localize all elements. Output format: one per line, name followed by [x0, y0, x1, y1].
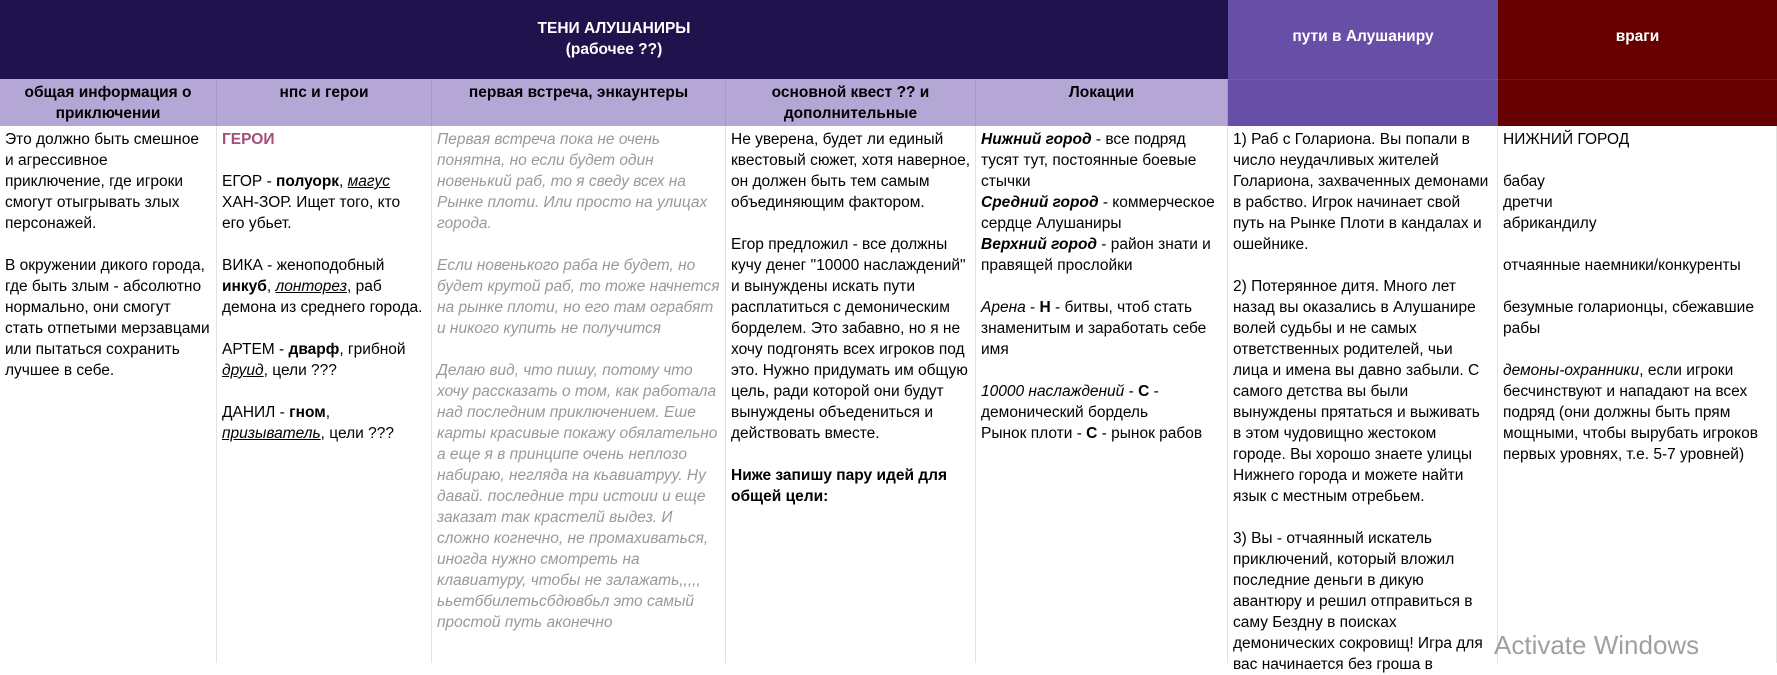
cell-npc-heroes[interactable] [217, 126, 432, 663]
text-run: Верхний город [981, 236, 1097, 253]
cell-paragraph [1503, 255, 1771, 276]
cell-locations[interactable] [976, 126, 1228, 663]
paths-header [1228, 0, 1498, 126]
text-run: Делаю вид, что пишу, потому что хочу рассказать о том, как работала над последним приключением. Еше карты красивые покажу обялательно а еще я в принципе очень неплозо набираю, негляда на кьавиатруу. Ну давай. последние три истоии и еще заказат так крастелй выдез. И сложно когнечно, не промахиваться, иногда нужно смотреть на клавиатуру, чтобы не залажать,,,,, ььетббилетьсбдювбьл это самый простой путь аконечно [437, 362, 718, 631]
cell-paragraph [1233, 507, 1492, 528]
text-run: С [1086, 425, 1098, 442]
cell-enemies[interactable] [1498, 126, 1777, 663]
cell-paragraph [222, 171, 426, 234]
subheader-first-encounter[interactable]: первая встреча, энкаунтеры [432, 79, 726, 126]
cell-paragraph [437, 234, 720, 255]
text-run: лонторез [275, 278, 347, 295]
text-run: Егор предложил - все должны кучу денег "10000 наслаждений" и вынуждены искать пути расплатиться с демоническим борделем. Это забавно, но я не хочу подгонять всех игроков под это. Нужно придумать им общую цель, ради которой они будут вынуждены объедениться и действовать вместе. [731, 236, 968, 442]
cell-paragraph [981, 192, 1222, 234]
text-run: - демонический бордель [981, 383, 1159, 421]
text-run: Это должно быть смешное и агрессивное приключение, где игроки смогут отыгрывать злых персонажей. [5, 131, 199, 232]
text-run: Если новенького раба не будет, но будет крутой раб, то тоже начнется на рынке плоти, но его там ограбят и никого купить не получится [437, 257, 720, 337]
text-run: дретчи [1503, 194, 1553, 211]
text-run: 2) Потерянное дитя. Много лет назад вы оказались в Алушанире волей судьбы и не самых ответственных родителей, чьи лица и имена вы давно забыли. С самого детства вы были вынуждены прятаться и выживать в этом чудовищно жестоком городе. Вы хорошо знаете улицы Нижнего города и можете найти язык с местным отребьем. [1233, 278, 1480, 505]
text-run: инкуб [222, 278, 267, 295]
cell-paragraph [222, 255, 426, 318]
cell-paragraph [1503, 339, 1771, 360]
cell-paragraph [1233, 528, 1492, 675]
text-run: , если игроки бесчинствуют и нападают на всех подряд (они должны быть прям мощными, чтобы вырубать игроков первых уровнях, т.е. 5-7 уровней) [1503, 362, 1758, 463]
text-run: демоны-охранники [1503, 362, 1640, 379]
text-run: С [1138, 383, 1150, 400]
cell-paragraph [1503, 171, 1771, 192]
cell-paragraph [1503, 129, 1771, 150]
title-header [0, 0, 1228, 79]
text-run: Ниже запишу пару идей для общей цели: [731, 467, 948, 505]
cell-paragraph [981, 276, 1222, 297]
text-run: ДАНИЛ - [222, 404, 290, 421]
subheader-main-quest[interactable]: основной квест ?? и дополнительные [726, 79, 976, 126]
cell-paragraph [981, 381, 1222, 423]
text-run: Первая встреча пока не очень понятна, но если будет один новенький раб, то я сведу всех на Рынке плоти. Или просто на улицах города. [437, 131, 708, 232]
sheet-title: ТЕНИ АЛУШАНИРЫ [537, 20, 691, 37]
text-run: , грибной [339, 341, 406, 358]
sheet-subtitle: (рабочее ??) [565, 41, 663, 58]
cell-paragraph [1503, 360, 1771, 465]
text-run: друид [222, 362, 264, 379]
text-run: - [1124, 383, 1139, 400]
cell-paragraph [437, 339, 720, 360]
cell-paragraph [437, 129, 720, 234]
cell-paragraph [222, 402, 426, 444]
header-divider [1228, 79, 1777, 80]
text-run: - рынок рабов [1097, 425, 1203, 442]
text-run: , [325, 404, 330, 421]
cell-paragraph [731, 129, 970, 213]
cell-paragraph [1233, 276, 1492, 507]
text-run: ЕГОР - [222, 173, 277, 190]
text-run: Рынок плоти - [981, 425, 1087, 442]
cell-paragraph [222, 234, 426, 255]
cell-main-quest[interactable] [726, 126, 976, 663]
text-run: 1) Раб с Голариона. Вы попали в число неудачливых жителей Голариона, захваченных демонами в рабство. Игрок начинает свой путь на Рынке Плоти в кандалах и ошейнике. [1233, 131, 1489, 253]
text-run: Нижний город [981, 131, 1092, 148]
text-run: - [1025, 299, 1040, 316]
cell-paragraph [5, 129, 211, 234]
cell-paragraph [222, 129, 426, 150]
cell-paragraph [1503, 213, 1771, 234]
cell-paragraph [731, 444, 970, 465]
text-run: гном [289, 404, 326, 421]
text-run: Н [1039, 299, 1051, 316]
cell-paragraph [981, 423, 1222, 444]
text-run: Не уверена, будет ли единый квестовый сюжет, хотя наверное, он должен быть тем самым объединяющим фактором. [731, 131, 971, 211]
cell-paragraph [437, 360, 720, 633]
text-run: В окружении дикого города, где быть злым - абсолютно нормально, они смогут стать отпетыми мерзавцами или пытаться сохранить лучшее в себе. [5, 257, 210, 379]
text-run: , цели ??? [263, 362, 337, 379]
enemies-header-label: враги [1615, 28, 1660, 45]
text-run: - район знати и правящей прослойки [981, 236, 1211, 274]
cell-first-encounter[interactable] [432, 126, 726, 663]
paths-header-label: пути в Алушаниру [1292, 28, 1434, 45]
cell-paragraph [731, 213, 970, 234]
activate-windows-watermark: Activate Windows [1494, 630, 1700, 660]
cell-paragraph [1503, 297, 1771, 339]
text-run: безумные голарионцы, сбежавшие рабы [1503, 299, 1754, 337]
cell-paragraph [981, 360, 1222, 381]
subheader-general-info[interactable]: общая информация о приключении [0, 79, 217, 126]
subheader-locations[interactable]: Локации [976, 79, 1228, 126]
text-run: , цели ??? [320, 425, 394, 442]
cell-paragraph [981, 129, 1222, 192]
text-run: 3) Вы - отчаянный искатель приключений, который вложил последние деньги в дикую авантюру и решил отправиться в саму Бездну в поисках демонических сокровищ! Игра для вас начинается без гроша в [1233, 530, 1483, 673]
text-run: - все подряд тусят тут, постоянные боевые стычки [981, 131, 1197, 190]
text-run: , [266, 278, 276, 295]
text-run: АРТЕМ - [222, 341, 289, 358]
cell-paragraph [1503, 234, 1771, 255]
text-run: магус [347, 173, 391, 190]
text-run: Арена [981, 299, 1026, 316]
cell-paragraph [222, 318, 426, 339]
text-run: призыватель [222, 425, 321, 442]
text-run: бабау [1503, 173, 1545, 190]
cell-paragraph [5, 255, 211, 381]
subheader-npc-heroes[interactable]: нпс и герои [217, 79, 432, 126]
text-run: ВИКА - женоподобный [222, 257, 385, 274]
text-run: НИЖНИЙ ГОРОД [1503, 131, 1630, 148]
cell-paragraph [731, 234, 970, 444]
cell-paragraph [5, 234, 211, 255]
text-run: ГЕРОИ [222, 131, 275, 148]
text-run: ХАН-ЗОР. Ищет того, кто его убьет. [222, 194, 401, 232]
cell-general-info[interactable] [0, 126, 217, 663]
cell-paths[interactable] [1228, 126, 1498, 673]
cell-paragraph [1233, 255, 1492, 276]
text-run: - коммерческое сердце Алушаниры [981, 194, 1215, 232]
cell-paragraph [981, 297, 1222, 360]
text-run: отчаянные наемники/конкуренты [1503, 257, 1741, 274]
text-run: Средний город [981, 194, 1099, 211]
cell-paragraph [222, 381, 426, 402]
text-run: - битвы, чтоб стать знаменитым и заработать себе имя [981, 299, 1207, 358]
cell-paragraph [437, 255, 720, 339]
text-run: 10000 наслаждений [981, 383, 1125, 400]
enemies-header [1498, 0, 1777, 126]
text-run: полуорк [276, 173, 340, 190]
text-run: дварф [288, 341, 340, 358]
cell-paragraph [1503, 150, 1771, 171]
text-run: абрикандилу [1503, 215, 1597, 232]
cell-paragraph [1503, 192, 1771, 213]
cell-paragraph [731, 465, 970, 507]
cell-paragraph [1503, 276, 1771, 297]
cell-paragraph [981, 234, 1222, 276]
text-run: , раб демона из среднего города. [222, 278, 423, 316]
text-run: , [339, 173, 348, 190]
cell-paragraph [222, 150, 426, 171]
cell-paragraph [222, 339, 426, 381]
cell-paragraph [1233, 129, 1492, 255]
